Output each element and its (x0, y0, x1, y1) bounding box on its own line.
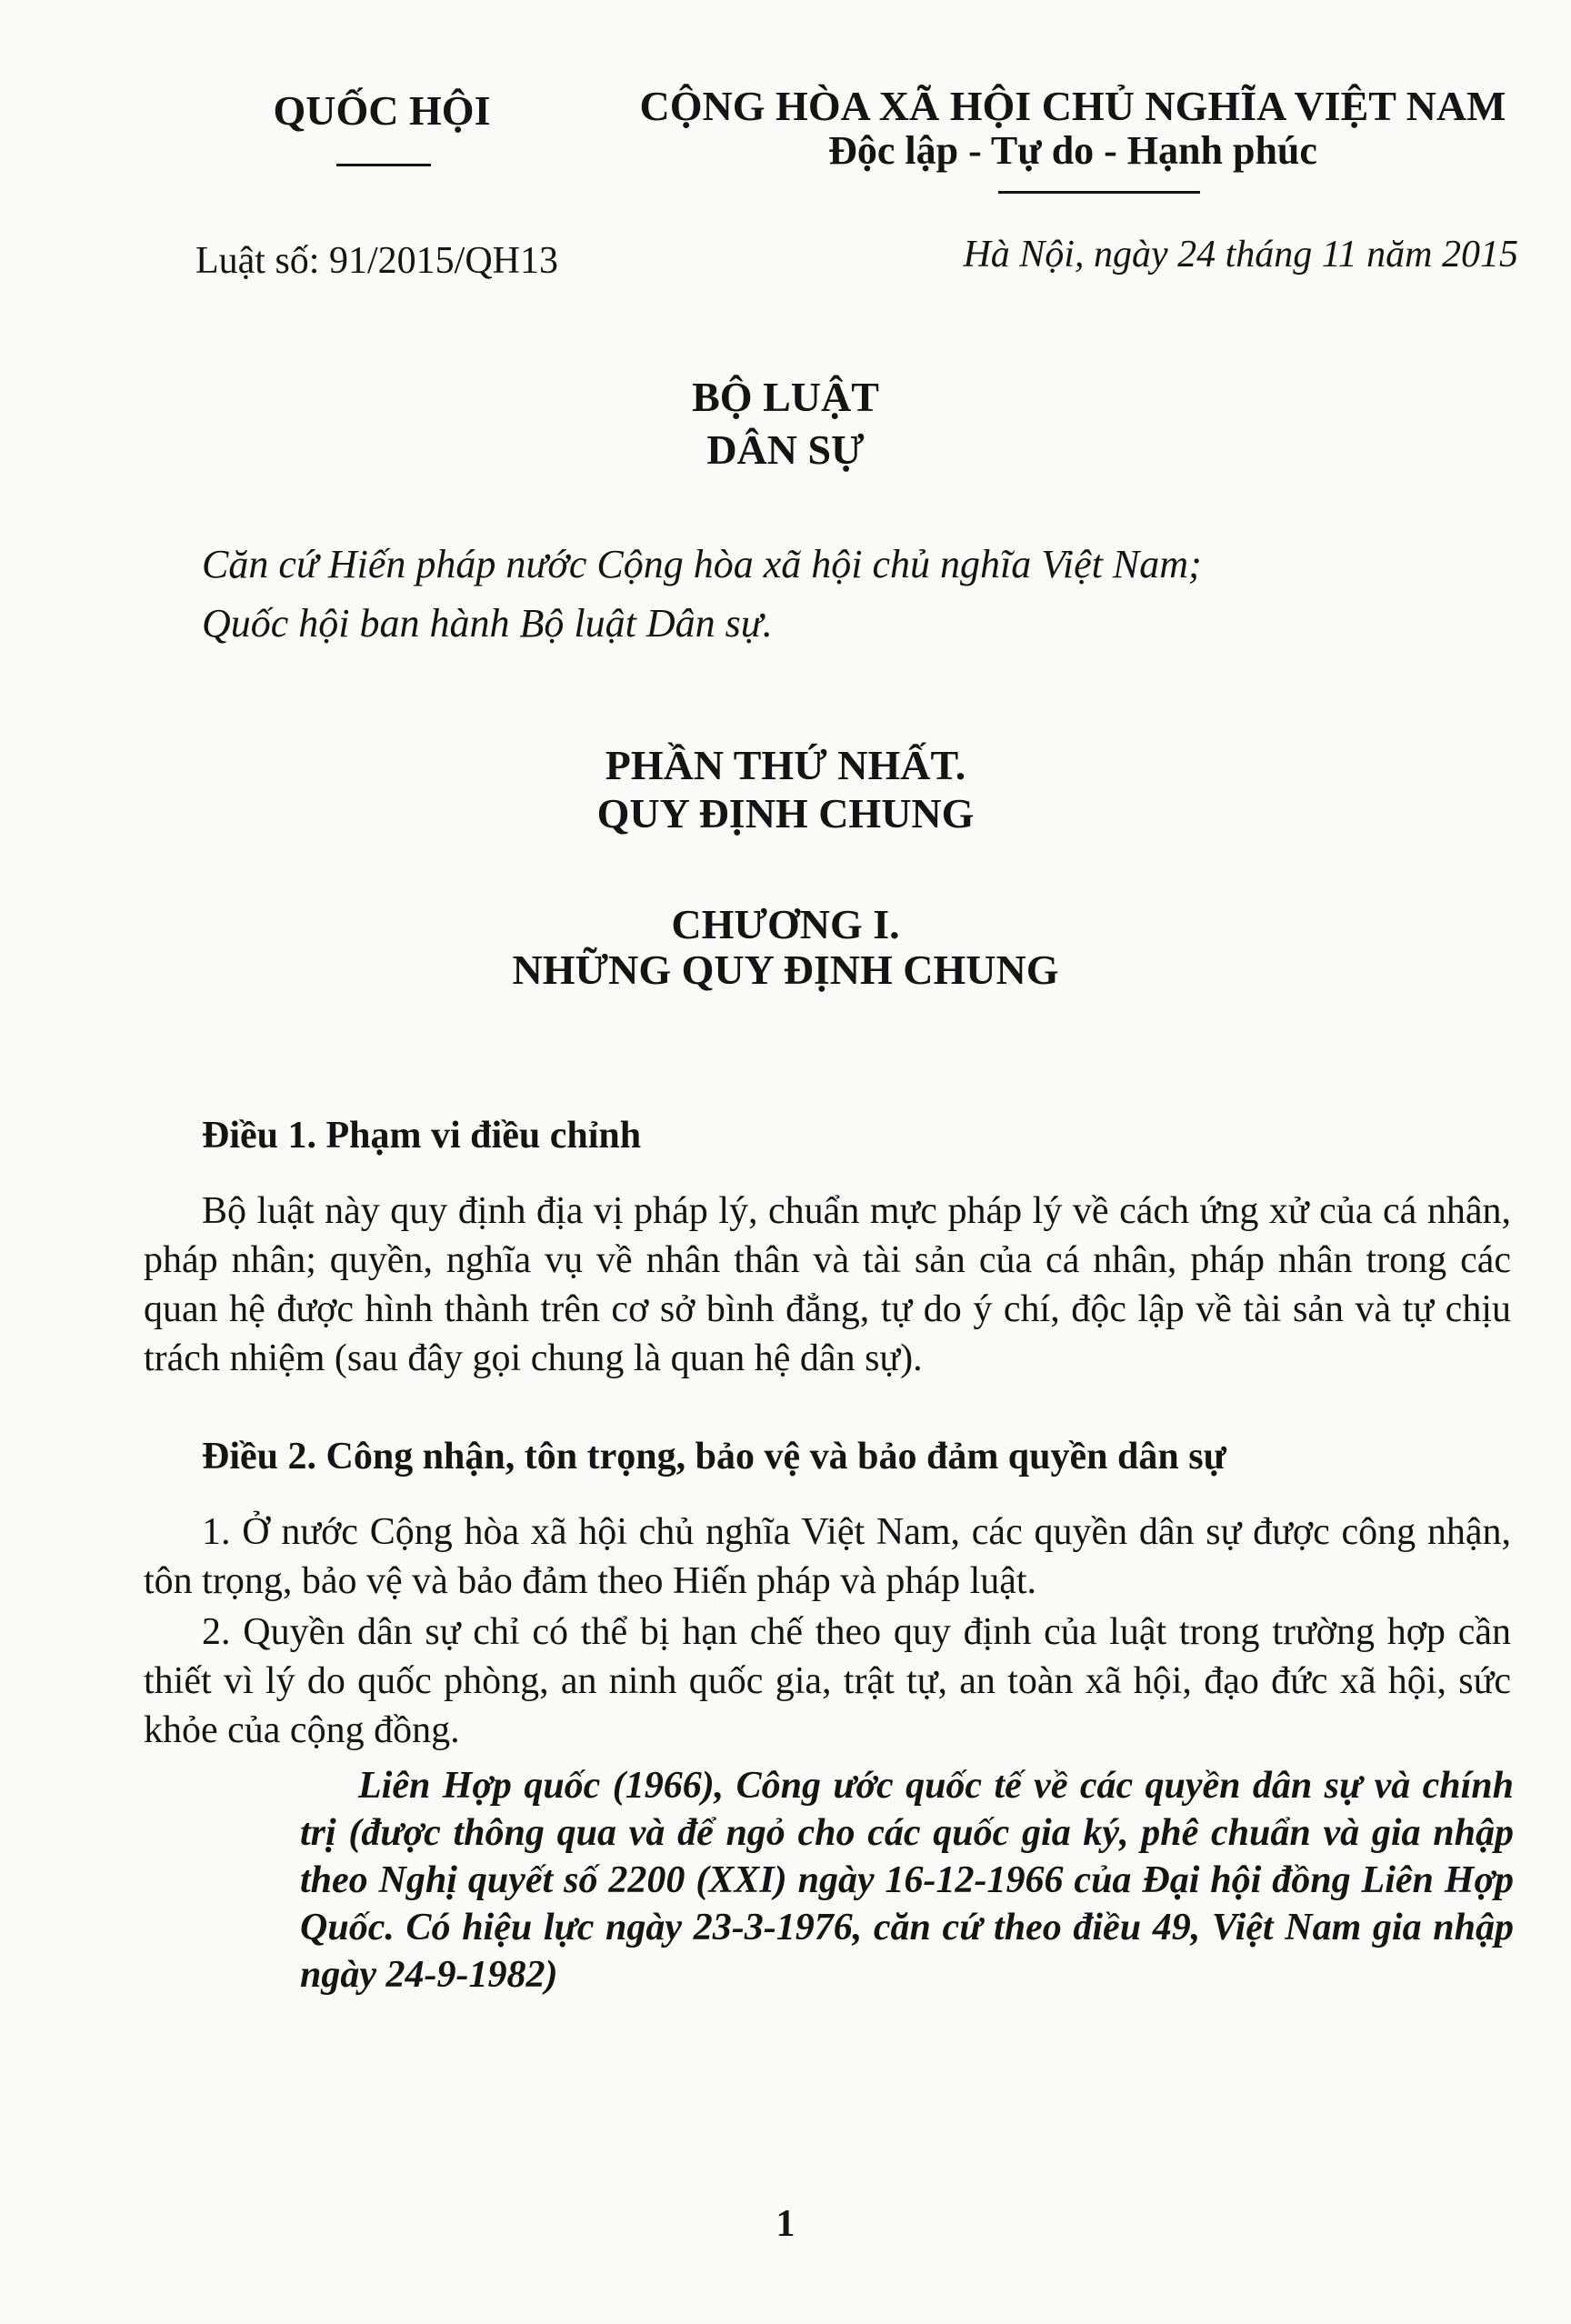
national-motto: Độc lập - Tự do - Hạnh phúc (828, 128, 1317, 173)
document-title-line2: DÂN SỰ (706, 426, 865, 473)
national-title: CỘNG HÒA XÃ HỘI CHỦ NGHĨA VIỆT NAM (639, 83, 1506, 129)
chapter-label: CHƯƠNG I. (671, 901, 900, 947)
page-number: 1 (775, 2203, 796, 2245)
part-label: PHẦN THỨ NHẤT. (605, 742, 966, 788)
article-2-clause-2: 2. Quyền dân sự chỉ có thể bị hạn chế theo quy định của luật trong trường hợp cần thiết vì lý do quốc phòng, an ninh quốc gia, trật tự, an toàn xã hội, đạo đức xã hội, sức khỏe của cộng đồng. (144, 1611, 1511, 1751)
law-number: Luật số: 91/2015/QH13 (195, 240, 558, 282)
chapter-name: NHỮNG QUY ĐỊNH CHUNG (512, 947, 1059, 993)
article-2-title: Điều 2. Công nhận, tôn trọng, bảo vệ và bảo đảm quyền dân sự (202, 1436, 1226, 1478)
motto-underline (998, 191, 1200, 194)
issuing-authority: QUỐC HỘI (273, 87, 491, 134)
annotation-note: Liên Hợp quốc (1966), Công ước quốc tế về các quyền dân sự và chính trị (được thông qua và để ngỏ cho các quốc gia ký, phê chuẩn và gia nhập theo Nghị quyết số 2200 (XXI) ngày 16-12-1966 của Đại hội đồng Liên Hợp Quốc. Có hiệu lực ngày 23-3-1976, căn cứ theo điều 49, Việt Nam gia nhập ngày 24-9-1982) (300, 1765, 1514, 1996)
authority-underline (336, 164, 431, 166)
part-name: QUY ĐỊNH CHUNG (596, 790, 975, 836)
dateline: Hà Nội, ngày 24 tháng 11 năm 2015 (963, 234, 1518, 275)
enactment-statement: Quốc hội ban hành Bộ luật Dân sự. (202, 601, 773, 646)
article-1-paragraph: Bộ luật này quy định địa vị pháp lý, chuẩn mực pháp lý về cách ứng xử của cá nhân, pháp nhân; quyền, nghĩa vụ về nhân thân và tài sản của cá nhân, pháp nhân trong các quan hệ được hình thành trên cơ sở bình đẳng, tự do ý chí, độc lập về tài sản và tự chịu trách nhiệm (sau đây gọi chung là quan hệ dân sự). (144, 1190, 1511, 1379)
legal-basis: Căn cứ Hiến pháp nước Cộng hòa xã hội chủ nghĩa Việt Nam; (202, 542, 1202, 586)
article-2-clause-1: 1. Ở nước Cộng hòa xã hội chủ nghĩa Việt Nam, các quyền dân sự được công nhận, tôn trọng, bảo vệ và bảo đảm theo Hiến pháp và pháp luật. (144, 1511, 1511, 1602)
document-title-line1: BỘ LUẬT (692, 374, 879, 420)
article-1-title: Điều 1. Phạm vi điều chỉnh (202, 1115, 642, 1157)
